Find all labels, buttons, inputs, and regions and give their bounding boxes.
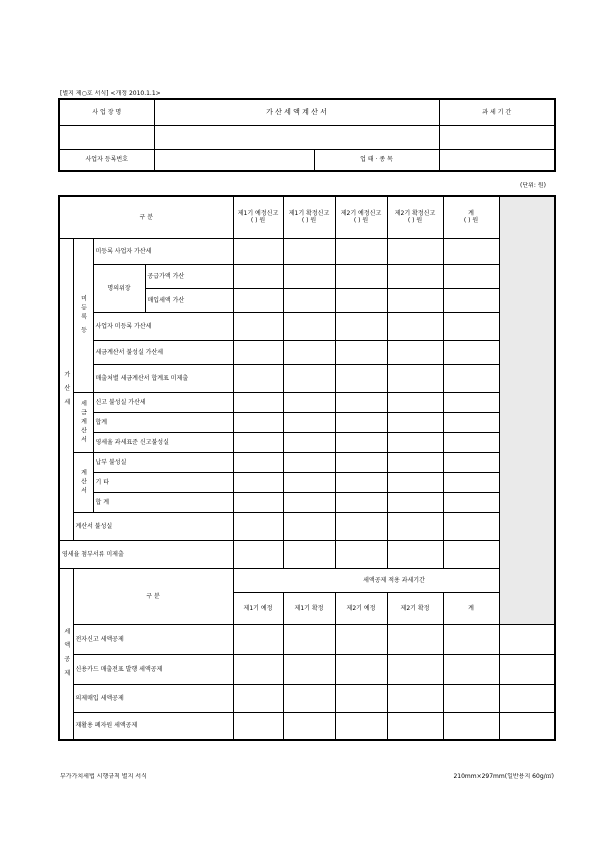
lower-row-label-2: 신용카드 매출전표 발행 세액공제 bbox=[73, 654, 233, 684]
cell[interactable] bbox=[443, 340, 499, 364]
cell[interactable] bbox=[335, 452, 387, 472]
footer-right: 210mm×297mm(일반용지 60g/㎡) bbox=[453, 773, 554, 780]
cell[interactable] bbox=[387, 472, 443, 492]
row-label-r11: 합 계 bbox=[93, 492, 233, 512]
lower-row-label-4: 재활용 폐자원 세액공제 bbox=[73, 712, 233, 740]
cell[interactable] bbox=[335, 340, 387, 364]
cell[interactable] bbox=[443, 264, 499, 288]
form-header-note: [별지 제○호 서식] <개정 2010.1.1> bbox=[60, 90, 161, 97]
side-label-penalty: 가 산 세 bbox=[59, 238, 73, 540]
cell[interactable] bbox=[499, 624, 555, 654]
cell[interactable] bbox=[387, 512, 443, 540]
cell[interactable] bbox=[387, 684, 443, 712]
row-label-r9: 납부 불성실 bbox=[93, 452, 233, 472]
row-label-r8: 영세율 과세표준 신고불성실 bbox=[93, 432, 233, 452]
cell[interactable] bbox=[335, 540, 387, 568]
cell[interactable] bbox=[499, 712, 555, 740]
registration-number-value[interactable] bbox=[154, 149, 314, 171]
lower-col-head-5: 계 bbox=[443, 592, 499, 624]
row-label-r4: 세금계산서 불성실 가산세 bbox=[93, 340, 233, 364]
cell[interactable] bbox=[443, 432, 499, 452]
lower-col-head-2: 제1기 확정 bbox=[283, 592, 335, 624]
col-head-1: 제1기 예정신고 ( ) 원 bbox=[233, 196, 283, 238]
cell[interactable] bbox=[233, 654, 283, 684]
cell[interactable] bbox=[443, 392, 499, 412]
cell[interactable] bbox=[335, 288, 387, 312]
cell[interactable] bbox=[387, 452, 443, 472]
cell[interactable] bbox=[387, 288, 443, 312]
cell[interactable] bbox=[283, 392, 335, 412]
cell[interactable] bbox=[283, 684, 335, 712]
cell[interactable] bbox=[335, 238, 387, 264]
cell[interactable] bbox=[443, 624, 499, 654]
cell[interactable] bbox=[283, 340, 335, 364]
cell[interactable] bbox=[443, 684, 499, 712]
footer-left: 부가가치세법 시행규칙 별지 서식 bbox=[60, 773, 147, 780]
row-label-r1: 미등록 사업자 가산세 bbox=[93, 238, 233, 264]
form-title: 가 산 세 액 계 산 서 bbox=[154, 99, 439, 125]
business-type-value[interactable] bbox=[439, 149, 555, 171]
cell[interactable] bbox=[335, 654, 387, 684]
cell[interactable] bbox=[233, 392, 283, 412]
lower-item-header: 구 분 bbox=[73, 568, 233, 624]
cell[interactable] bbox=[233, 512, 283, 540]
cell[interactable] bbox=[387, 392, 443, 412]
cell[interactable] bbox=[283, 238, 335, 264]
cell[interactable] bbox=[335, 432, 387, 452]
lower-col-head-4: 제2기 확정 bbox=[387, 592, 443, 624]
cell[interactable] bbox=[335, 684, 387, 712]
cell[interactable] bbox=[233, 288, 283, 312]
cell[interactable] bbox=[443, 492, 499, 512]
cell[interactable] bbox=[283, 364, 335, 392]
group-label-tax-invoice: 세금계산서 bbox=[73, 392, 93, 452]
row-label-r2b: 매입세액 가산 bbox=[145, 288, 233, 312]
cell[interactable] bbox=[283, 312, 335, 340]
row-label-r2a: 공급가액 가산 bbox=[145, 264, 233, 288]
business-type-label: 업 태 · 종 목 bbox=[314, 149, 439, 171]
cell[interactable] bbox=[233, 472, 283, 492]
cell[interactable] bbox=[233, 712, 283, 740]
cell[interactable] bbox=[387, 654, 443, 684]
cell[interactable] bbox=[233, 238, 283, 264]
title-cell-blank bbox=[154, 125, 439, 149]
col-head-5: 계 ( ) 원 bbox=[443, 196, 499, 238]
cell[interactable] bbox=[283, 712, 335, 740]
cell[interactable] bbox=[233, 452, 283, 472]
cell[interactable] bbox=[233, 432, 283, 452]
cell[interactable] bbox=[283, 452, 335, 472]
cell[interactable] bbox=[233, 624, 283, 654]
company-name-label: 사 업 장 명 bbox=[59, 99, 154, 125]
cell[interactable] bbox=[443, 654, 499, 684]
cell[interactable] bbox=[233, 540, 283, 568]
top-info-table bbox=[58, 98, 556, 172]
item-header: 구 분 bbox=[59, 196, 233, 238]
cell[interactable] bbox=[335, 624, 387, 654]
company-name-value[interactable] bbox=[59, 125, 154, 149]
cell[interactable] bbox=[443, 540, 499, 568]
cell[interactable] bbox=[387, 264, 443, 288]
cell[interactable] bbox=[233, 364, 283, 392]
cell[interactable] bbox=[283, 412, 335, 432]
cell[interactable] bbox=[387, 624, 443, 654]
cell[interactable] bbox=[387, 238, 443, 264]
cell[interactable] bbox=[443, 712, 499, 740]
cell[interactable] bbox=[387, 412, 443, 432]
row-label-r12: 계산서 불성실 bbox=[73, 512, 233, 540]
cell[interactable] bbox=[335, 412, 387, 432]
cell[interactable] bbox=[387, 364, 443, 392]
cell[interactable] bbox=[443, 364, 499, 392]
cell[interactable] bbox=[443, 472, 499, 492]
cell[interactable] bbox=[335, 364, 387, 392]
cell[interactable] bbox=[443, 238, 499, 264]
cell[interactable] bbox=[283, 264, 335, 288]
cell[interactable] bbox=[387, 312, 443, 340]
cell[interactable] bbox=[233, 412, 283, 432]
cell[interactable] bbox=[233, 264, 283, 288]
cell[interactable] bbox=[335, 264, 387, 288]
cell[interactable] bbox=[335, 712, 387, 740]
cell[interactable] bbox=[387, 340, 443, 364]
cell[interactable] bbox=[443, 312, 499, 340]
cell[interactable] bbox=[283, 432, 335, 452]
registration-number-label: 사업자 등록번호 bbox=[59, 149, 154, 171]
row-label-r10: 기 타 bbox=[93, 472, 233, 492]
cell[interactable] bbox=[387, 432, 443, 452]
cell[interactable] bbox=[335, 512, 387, 540]
shaded-column bbox=[499, 196, 555, 624]
cell[interactable] bbox=[443, 452, 499, 472]
cell[interactable] bbox=[283, 624, 335, 654]
cell[interactable] bbox=[283, 654, 335, 684]
cell[interactable] bbox=[283, 492, 335, 512]
lower-span-header: 세액공제 적용 과세기간 bbox=[233, 568, 555, 592]
unit-label: (단위: 원) bbox=[520, 182, 546, 189]
cell[interactable] bbox=[283, 512, 335, 540]
cell[interactable] bbox=[387, 492, 443, 512]
lower-row-label-3: 의제매입 세액공제 bbox=[73, 684, 233, 712]
tax-period-value[interactable] bbox=[439, 125, 555, 149]
row-label-r13: 영세율 첨부서류 미제출 bbox=[59, 540, 233, 568]
cell[interactable] bbox=[443, 412, 499, 432]
cell[interactable] bbox=[499, 684, 555, 712]
cell[interactable] bbox=[335, 312, 387, 340]
row-label-r7: 합계 bbox=[93, 412, 233, 432]
col-head-4: 제2기 확정신고 ( ) 원 bbox=[387, 196, 443, 238]
cell[interactable] bbox=[233, 492, 283, 512]
cell[interactable] bbox=[443, 512, 499, 540]
penalty-table bbox=[58, 195, 556, 741]
cell[interactable] bbox=[335, 492, 387, 512]
cell[interactable] bbox=[233, 312, 283, 340]
cell[interactable] bbox=[335, 472, 387, 492]
col-head-3: 제2기 예정신고 ( ) 원 bbox=[335, 196, 387, 238]
row-label-r3: 사업자 미등록 가산세 bbox=[93, 312, 233, 340]
cell[interactable] bbox=[443, 288, 499, 312]
cell[interactable] bbox=[233, 340, 283, 364]
cell[interactable] bbox=[283, 472, 335, 492]
cell[interactable] bbox=[499, 654, 555, 684]
cell[interactable] bbox=[387, 712, 443, 740]
group-label-unregistered: 미등록 등 bbox=[73, 238, 93, 392]
cell[interactable] bbox=[283, 540, 335, 568]
group-label-invoice: 계산서 bbox=[73, 452, 93, 512]
tax-period-label: 과 세 기 간 bbox=[439, 99, 555, 125]
col-head-2: 제1기 확정신고 ( ) 원 bbox=[283, 196, 335, 238]
cell[interactable] bbox=[233, 684, 283, 712]
row-group-label-r2: 명의위장 bbox=[93, 264, 145, 312]
row-label-r5: 매출처별 세금계산서 합계표 미제출 bbox=[93, 364, 233, 392]
row-label-r6: 신고 불성실 가산세 bbox=[93, 392, 233, 412]
lower-col-head-3: 제2기 예정 bbox=[335, 592, 387, 624]
lower-col-head-1: 제1기 예정 bbox=[233, 592, 283, 624]
lower-row-label-1: 전자신고 세액공제 bbox=[73, 624, 233, 654]
cell[interactable] bbox=[283, 288, 335, 312]
cell[interactable] bbox=[335, 392, 387, 412]
cell[interactable] bbox=[387, 540, 443, 568]
side-label-credit: 세 액 공 제 bbox=[59, 568, 73, 740]
